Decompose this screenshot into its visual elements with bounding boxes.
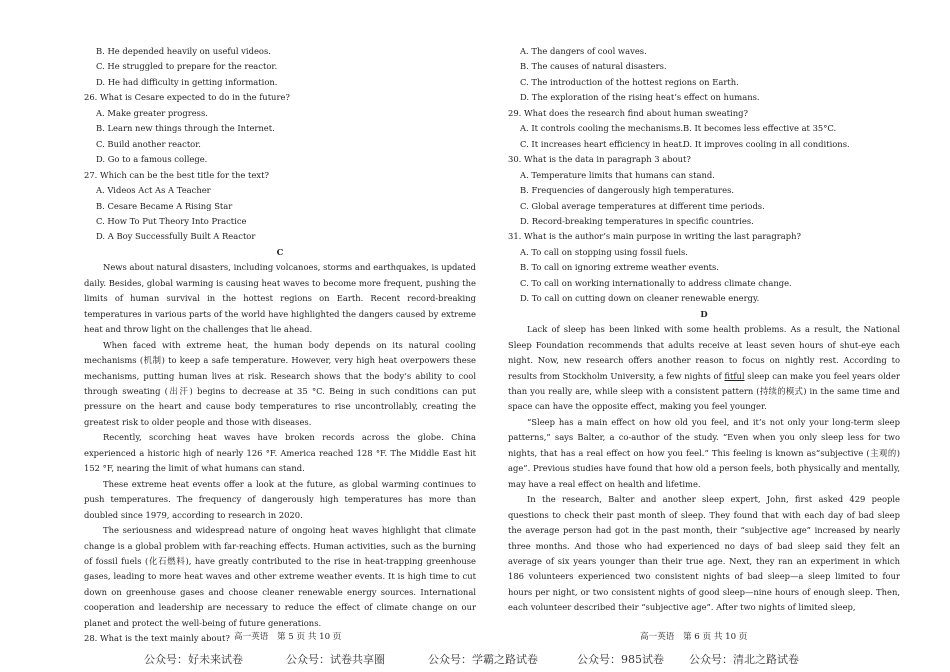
footer-watermark [0,651,950,669]
q29-option-d: D. It improves cooling in all conditions. [683,138,850,149]
footer-item-5: 公众号：清北之路试卷 [689,653,799,666]
q28-option-d: D. The exploration of the rising heat’s effect on humans. [520,92,760,103]
passage-d-heading: D [700,308,708,319]
footer-item-2: 公众号：试卷共享圈 [286,653,385,666]
q26-stem: 26. What is Cesare expected to do in the future? [84,92,290,103]
passage-c-heading: C [276,246,284,257]
q28-option-c: C. The introduction of the hottest regions on Earth. [520,76,739,87]
q27-option-a: A. Videos Act As A Teacher [96,185,211,196]
passage-c-paragraph-5: The seriousness and widespread nature of ongoing heat waves highlight that climate change is a global problem with far-reaching effects. Human activities, such as the burning of fossil fuels (化石燃料), have greatly contributed to the rise in heat-trapping greenhouse gases, leading to more heat waves and other extreme weather events. It is high time to cut down on greenhouse gases and choose cleaner renewable energy sources. International cooperation and leadership are necessary to reduce the effect of climate change on our planet and protect the well-being of future generations. [84,525,476,628]
q30-option-b: B. Frequencies of dangerously high temperatures. [520,185,735,196]
passage-c-paragraph-4: These extreme heat events offer a look at the future, as global warming continues to push temperatures. The frequency of dangerously high temperatures has more than doubled since 1979, according to research in 2020. [84,478,476,520]
left-column [84,44,476,647]
q27-option-c: C. How To Put Theory Into Practice [96,215,247,226]
right-column [508,44,900,616]
q26-option-a: A. Make greater progress. [96,107,208,118]
q31-option-a: A. To call on stopping using fossil fuels. [520,246,688,257]
q28-option-a: A. The dangers of cool waves. [520,46,647,56]
q31-option-b: B. To call on ignoring extreme weather events. [520,262,719,273]
q27-option-d: D. A Boy Successfully Built A Reactor [96,231,256,242]
q26-option-b: B. Learn new things through the Internet. [96,123,275,134]
passage-d-paragraph-1-end: sleep can make you feel years older than you really are, while sleep with a consistent pattern (持续的模式) in the same time and space can have the opposite effect, making you feel younger. [508,370,901,412]
q31-option-c: C. To call on working internationally to address climate change. [520,277,792,288]
q27-stem: 27. Which can be the best title for the text? [84,169,269,180]
q31-stem: 31. What is the author’s main purpose in writing the last paragraph? [508,231,801,242]
passage-d-paragraph-1-start: Lack of sleep has been linked with some health problems. As a result, the National Sleep Foundation recommends that adults receive at least seven hours of shut-eye each night. Now, new research offers another reason to focus on nightly rest. According to results from Stockholm University, a few nights of [508,324,900,381]
q27-option-b: B. Cesare Became A Rising Star [96,200,233,211]
q28-stem: 28. What is the text mainly about? [84,633,230,644]
q29-option-a: A. It controls cooling the mechanisms. [520,123,684,134]
q29-options-row-2 [508,137,900,152]
q30-stem: 30. What is the data in paragraph 3 about? [508,154,691,165]
q30-option-d: D. Record-breaking temperatures in specific countries. [520,215,754,226]
passage-c-paragraph-3: Recently, scorching heat waves have broken records across the globe. China experienced a historic high of nearly 126 °F. America reached 128 °F. The Middle East hit 152 °F, nearing the limit of what humans can stand. [84,432,476,474]
page-number-left: 高一英语 第 5 页 共 10 页 [234,632,342,642]
q28-option-b: B. The causes of natural disasters. [520,61,667,72]
q29-options-row-1 [508,121,900,136]
passage-d-paragraph-1 [508,322,900,415]
q30-option-c: C. Global average temperatures at different time periods. [520,200,765,211]
q25-option-b: B. He depended heavily on useful videos. [96,46,271,56]
q29-option-c: C. It increases heart efficiency in heat. [520,138,685,149]
q26-option-c: C. Build another reactor. [96,138,201,149]
q25-option-d: D. He had difficulty in getting information. [96,76,278,87]
passage-c-paragraph-1: News about natural disasters, including volcanoes, storms and earthquakes, is updated daily. Besides, global warming is causing heat waves to become more frequent, pushing the limits of human survival in the hottest regions on Earth. Recent record-breaking temperatures in various parts of the world have highlighted the dangers caused by extreme heat and throw light on the challenges that lie ahead. [84,262,476,335]
q31-option-d: D. To call on cutting down on cleaner renewable energy. [520,293,760,304]
q25-option-c: C. He struggled to prepare for the reactor. [96,61,278,72]
footer-item-3: 公众号：学霸之路试卷 [428,653,538,666]
q29-stem: 29. What does the research find about human sweating? [508,107,748,118]
q29-option-b: B. It becomes less effective at 35°C. [683,123,837,134]
underlined-word-fitful: fitful [724,370,745,381]
passage-d-paragraph-3: In the research, Balter and another sleep expert, John, first asked 429 people questions to check their past month of sleep. They found that with each day of bad sleep the average person had got in the past month, their “subjective age” increased by nearly three months. And those who had experienced no days of bad sleep said they felt an average of six years younger than their true age. Next, they ran an experiment in which 186 volunteers experienced two consistent nights of bad sleep—a sleep limited to four hours per night, or two consistent nights of good sleep—nine hours of enough sleep. Then, each volunteer described their “subjective age”. After two nights of limited sleep, [508,494,900,613]
q26-option-d: D. Go to a famous college. [96,154,208,165]
page-number-right: 高一英语 第 6 页 共 10 页 [640,632,748,642]
footer-item-4: 公众号：985试卷 [577,653,664,666]
passage-c-paragraph-2: When faced with extreme heat, the human body depends on its natural cooling mechanisms (机制) to keep a safe temperature. However, very high heat overpowers these mechanisms, putting human lives at risk. Research shows that the body’s ability to cool through sweating (出汗) begins to decrease at 35 °C. Being in such conditions can put pressure on the heart and cause body temperatures to rise uncontrollably, creating the greatest risk to older people and those with diseases. [84,339,476,427]
passage-d-paragraph-2: “Sleep has a main effect on how old you feel, and it’s not only your long-term sleep patterns,” says Balter, a co-author of the study. “Even when you only sleep less for two nights, that has a real effect on how you feel.” This feeling is known as“subjective (主观的) age”. Previous studies have found that how old a person feels, both physically and mentally, may have a real effect on health and lifetime. [508,416,900,489]
q30-option-a: A. Temperature limits that humans can stand. [520,169,715,180]
footer-item-1: 公众号：好未来试卷 [144,653,243,666]
